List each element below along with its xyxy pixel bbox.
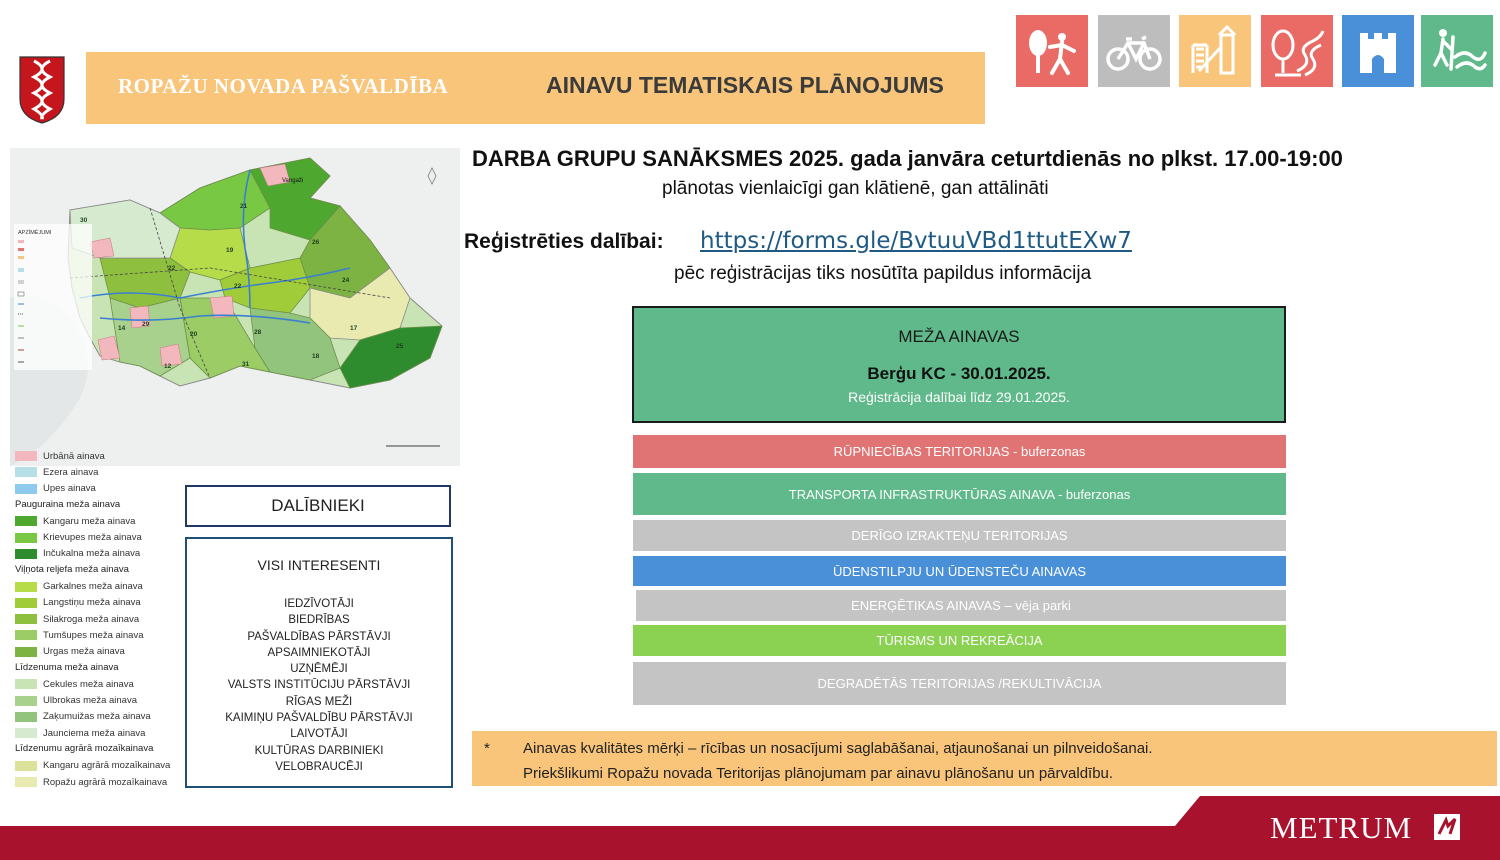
- footnote-box: [472, 731, 1497, 786]
- legend-swatch: [15, 533, 37, 543]
- nature-recreation-icon: [1016, 15, 1088, 87]
- map-legend: [15, 448, 190, 790]
- region-number: 28: [254, 329, 262, 336]
- legend-item: [15, 709, 190, 725]
- nature-path-icon: [1261, 15, 1333, 87]
- region-number: 30: [80, 217, 88, 224]
- legend-item: [15, 513, 190, 529]
- organization-name: ROPAŽU NOVADA PAŠVALDĪBA: [118, 74, 449, 98]
- forest-landscape-session: [632, 306, 1286, 423]
- bicycle-icon: [1098, 15, 1170, 87]
- legend-item: [15, 578, 190, 594]
- legend-swatch: [15, 761, 37, 771]
- topic-label: TRANSPORTA INFRASTRUKTŪRAS AINAVA - buferzonas: [788, 486, 1131, 502]
- legend-item: [15, 627, 190, 643]
- municipality-crest: [18, 55, 66, 125]
- legend-swatch: [15, 679, 37, 689]
- legend-item: [15, 676, 190, 692]
- topic-minerals: [633, 520, 1286, 551]
- region-number: 17: [350, 325, 358, 332]
- legend-item: [15, 529, 190, 545]
- map-place-label: Vangaži: [282, 178, 304, 184]
- participant-item: VALSTS INSTITŪCIJU PĀRSTĀVJI: [227, 679, 411, 692]
- participant-item: KAIMIŅU PAŠVALDĪBU PĀRSTĀVJI: [225, 712, 413, 725]
- legend-swatch: [15, 647, 37, 657]
- legend-label: Silakroga meža ainava: [43, 613, 140, 625]
- legend-swatch: [15, 777, 37, 787]
- participant-item: UZŅĒMĒJI: [290, 663, 348, 676]
- legend-group-heading: Viļņota reljefa meža ainava: [15, 564, 129, 576]
- legend-swatch: [15, 467, 37, 477]
- legend-group-heading: Līdzenuma meža ainava: [15, 661, 119, 673]
- legend-label: Ezera ainava: [43, 466, 99, 478]
- participants-header: [185, 485, 451, 527]
- legend-swatch: [15, 598, 37, 608]
- legend-swatch: [15, 484, 37, 494]
- legend-swatch: [15, 582, 37, 592]
- legend-item: [15, 611, 190, 627]
- topic-label: RŪPNIECĪBAS TERITORIJAS - buferzonas: [833, 444, 1086, 459]
- legend-item: [15, 595, 190, 611]
- legend-label: Upes ainava: [43, 483, 96, 495]
- topic-degraded: [633, 662, 1286, 705]
- session-place-date: Berģu KC - 30.01.2025.: [867, 364, 1051, 383]
- legend-item: [15, 546, 190, 562]
- region-number: 26: [312, 239, 320, 246]
- registration-label: Reģistrēties dalībai:: [464, 230, 664, 253]
- footnote-line-2: Priekšlikumi Ropažu novada Teritorijas plānojumam par ainavu plānošanu un pārvaldību.: [523, 765, 1114, 782]
- meeting-title: DARBA GRUPU SANĀKSMES 2025. gada janvāra ceturtdienās no plkst. 17.00-19:00: [472, 146, 1343, 171]
- registration-link[interactable]: https://forms.gle/BvtuuVBd1ttutEXw7: [700, 228, 1132, 254]
- topic-label: DERĪGO IZRAKTEŅU TERITORIJAS: [851, 528, 1068, 543]
- participant-item: LAIVOTĀJI: [290, 728, 348, 741]
- topic-water: [633, 556, 1286, 586]
- footnote-line-1: Ainavas kvalitātes mērķi – rīcības un nosacījumi saglabāšanai, atjaunošanai un pilnveidošanai.: [523, 740, 1153, 757]
- region-number: 20: [190, 331, 198, 338]
- legend-swatch: [15, 549, 37, 559]
- legend-label: Jaunciema meža ainava: [43, 727, 146, 739]
- registration-info: pēc reģistrācijas tiks nosūtīta papildus informācija: [674, 263, 1092, 284]
- legend-item: [15, 448, 190, 464]
- topic-tourism: [633, 625, 1286, 656]
- region-number: 18: [312, 353, 320, 360]
- session-title: MEŽA AINAVAS: [898, 327, 1020, 346]
- region-number: 31: [242, 361, 250, 368]
- participant-item: APSAIMNIEKOTĀJI: [267, 646, 371, 659]
- region-number: 22: [168, 265, 176, 272]
- legend-label: Inčukalna meža ainava: [43, 548, 141, 560]
- topic-label: TŪRISMS UN REKREĀCIJA: [876, 633, 1043, 648]
- footnote-marker: *: [484, 740, 490, 757]
- playground-icon: [1179, 15, 1251, 87]
- landscape-map: [10, 148, 460, 466]
- legend-item: [15, 758, 190, 774]
- topic-energy: [636, 590, 1286, 621]
- session-registration-deadline: Reģistrācija dalībai līdz 29.01.2025.: [848, 389, 1070, 405]
- brand-name: METRUM: [1270, 810, 1413, 845]
- legend-label: Zaķumuižas meža ainava: [43, 711, 151, 723]
- region-number: 14: [118, 325, 126, 332]
- legend-swatch: [15, 728, 37, 738]
- region-number: 21: [240, 203, 248, 210]
- legend-item: [15, 692, 190, 708]
- region-number: 22: [234, 283, 242, 290]
- legend-swatch: [15, 696, 37, 706]
- legend-label: Urgas meža ainava: [43, 646, 125, 658]
- legend-swatch: [15, 630, 37, 640]
- participant-item: RĪGAS MEŽI: [285, 695, 353, 708]
- legend-item: [15, 774, 190, 790]
- legend-label: Ropažu agrārā mozaīkainava: [43, 776, 168, 788]
- region-number: 29: [142, 321, 150, 328]
- region-number: 12: [164, 363, 172, 370]
- topic-transport: [633, 473, 1286, 515]
- topic-label: ŪDENSTILPJU UN ŪDENSTEČU AINAVAS: [832, 563, 1087, 579]
- legend-label: Urbānā ainava: [43, 450, 105, 462]
- metrum-logo-icon: [1434, 814, 1460, 840]
- hiking-trail-icon: [1421, 15, 1493, 87]
- legend-label: Kangaru meža ainava: [43, 515, 136, 527]
- participants-group-title: VISI INTERESENTI: [257, 557, 381, 573]
- participant-item: KULTŪRAS DARBINIEKI: [254, 744, 384, 757]
- topic-label: DEGRADĒTĀS TERITORIJAS /REKULTIVĀCIJA: [817, 676, 1102, 691]
- legend-group-heading: Līdzenumu agrārā mozaīkainava: [15, 743, 154, 755]
- castle-tower-icon: [1342, 15, 1414, 87]
- legend-item: [15, 464, 190, 480]
- legend-item: [15, 644, 190, 660]
- legend-swatch: [15, 451, 37, 461]
- legend-label: Garkalnes meža ainava: [43, 581, 143, 593]
- legend-item: [15, 481, 190, 497]
- participant-item: VELOBRAUCĒJI: [275, 760, 363, 773]
- legend-group-heading: Pauguraina meža ainava: [15, 498, 121, 510]
- legend-swatch: [15, 516, 37, 526]
- legend-label: Langstiņu meža ainava: [43, 597, 141, 609]
- participant-item: IEDZĪVOTĀJI: [284, 598, 354, 610]
- legend-label: Ulbrokas meža ainava: [43, 695, 137, 707]
- map-legend-title: APZĪMĒJUMI: [18, 230, 52, 236]
- legend-label: Krievupes meža ainava: [43, 532, 142, 544]
- legend-swatch: [15, 712, 37, 722]
- legend-label: Tumšupes meža ainava: [43, 629, 144, 641]
- participant-item: BIEDRĪBAS: [288, 614, 350, 627]
- participant-item: PAŠVALDĪBAS PĀRSTĀVJI: [247, 630, 391, 643]
- region-number: 25: [396, 343, 404, 350]
- participants-list-box: [185, 537, 453, 788]
- legend-swatch: [15, 614, 37, 624]
- legend-item: [15, 725, 190, 741]
- plan-title: AINAVU TEMATISKAIS PLĀNOJUMS: [546, 72, 944, 98]
- participants-title: DALĪBNIEKI: [271, 496, 365, 515]
- participants-list: [187, 596, 451, 775]
- region-number: 19: [226, 247, 234, 254]
- legend-label: Cekules meža ainava: [43, 678, 134, 690]
- region-number: 24: [342, 277, 350, 284]
- topic-industrial: [633, 435, 1286, 468]
- topic-label: ENERĢĒTIKAS AINAVAS – vēja parki: [851, 598, 1071, 613]
- meeting-subtitle: plānotas vienlaicīgi gan klātienē, gan attālināti: [662, 178, 1049, 199]
- legend-label: Kangaru agrārā mozaīkainava: [43, 760, 171, 772]
